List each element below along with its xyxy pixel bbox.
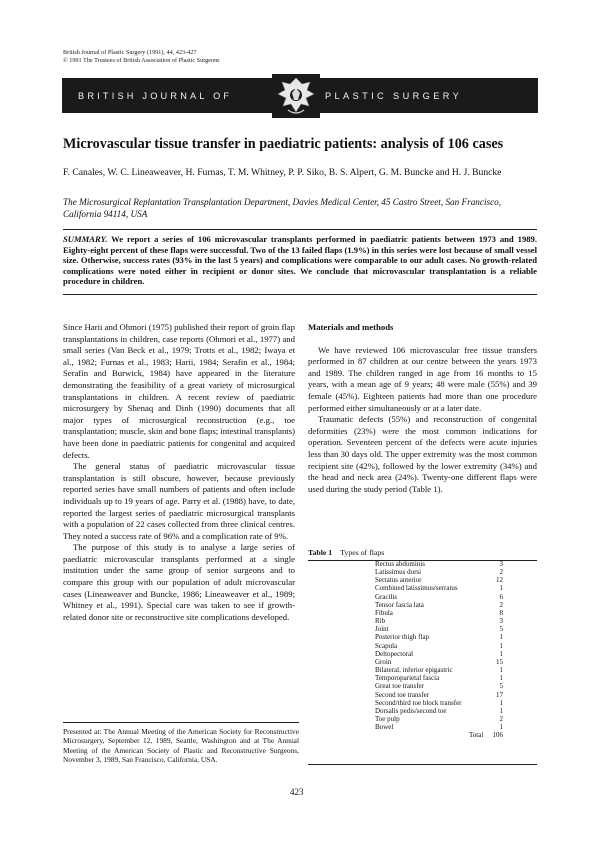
- right-column: [308, 322, 537, 495]
- author-list: F. Canales, W. C. Lineaweaver, H. Furnas, T. M. Whitney, P. P. Siko, B. S. Alpert, G. M. Buncke and H. J. Buncke: [63, 167, 502, 178]
- flap-name: Posterior thigh flap: [375, 633, 430, 642]
- flap-count: 1: [499, 584, 503, 593]
- flap-count: 1: [499, 698, 503, 707]
- flap-name: Combined latissimus/serratus: [375, 584, 458, 593]
- flap-count: 1: [499, 649, 503, 658]
- flap-table: [313, 560, 537, 739]
- table-row: [313, 609, 537, 617]
- flap-name: Rectus abdominis: [375, 560, 425, 568]
- table-row: [313, 617, 537, 625]
- table-row: [313, 593, 537, 601]
- table-row: [313, 723, 537, 731]
- table-row: [313, 674, 537, 682]
- flap-name: Gracilis: [375, 592, 398, 601]
- banner-title-left: BRITISH JOURNAL OF: [78, 91, 233, 101]
- flap-count: 2: [499, 568, 503, 577]
- flap-name: Deltopectoral: [375, 649, 414, 658]
- intro-paragraph-3: The purpose of this study is to analyse a large series of paediatric microvascular transplants performed at a single institution under the same group of senior surgeons and to compare this group with our population of adult microvascular cases (Lineaweaver and Buncke, 1986; Lineaweaver et al., 1989; Whitney et al., 1991). Special care was taken to see if growth-related donor site or reconstructive site complications developed.: [63, 542, 295, 622]
- flap-count: 2: [499, 600, 503, 609]
- journal-copyright: © 1991 The Trustees of British Association of Plastic Surgeons: [63, 57, 220, 64]
- table-row: [313, 633, 537, 641]
- flap-name: Bilateral, inferior epigastric: [375, 666, 453, 675]
- footnote-rule: [63, 722, 299, 723]
- table-row: [313, 658, 537, 666]
- flap-name: Rib: [375, 617, 386, 626]
- flap-count: 2: [499, 714, 503, 723]
- flap-count: 3: [499, 560, 503, 568]
- flap-count: 12: [496, 576, 503, 585]
- methods-paragraph-2: Traumatic defects (55%) and reconstruction of congenital deformities (23%) were the most common indications for operation. Seventeen percent of the defects were acute injuries less than 30 days old. The upper extremity was the most common recipient site (42%), followed by the lower extremity (34%) and the head and neck area (24%). Twenty-one different flaps were used during the study period (Table 1).: [308, 414, 537, 494]
- intro-paragraph-1: Since Harii and Ohmori (1975) published their report of groin flap transplantations in children, case reports (Ohmori et al., 1977) and small series (Van Beck et al., 1979; Trotts et al., 1982; Iwaya et al., 1982; Furnas et al., 1983; Harii, 1984; Serafin et al., 1984; Serafin and Burwick, 1984) have appeared in the literature demonstrating the feasibility of a great variety of microsurgical transplantations in children. A recent review of paediatric microsurgery by Shenaq and Dinh (1990) documents that all major types of microsurgical reconstruction (e.g., toe transplantation; muscle, skin and bone flaps; intestinal transplants) have been done in paediatric patients for congenital and acquired defects.: [63, 322, 295, 460]
- flap-count: 5: [499, 625, 503, 634]
- flap-name: Groin: [375, 657, 392, 666]
- table-row: [313, 666, 537, 674]
- table-row: [313, 642, 537, 650]
- total-label: Total: [469, 731, 484, 740]
- flap-count: 1: [499, 674, 503, 683]
- flap-count: 1: [499, 641, 503, 650]
- table-row: [313, 560, 537, 568]
- table-row: [313, 625, 537, 633]
- journal-crest-icon: [272, 74, 320, 118]
- left-column: [63, 322, 295, 623]
- table-row: [313, 650, 537, 658]
- flap-count: 17: [496, 690, 503, 699]
- page-number: 423: [290, 787, 304, 797]
- table-title: Types of flaps: [340, 548, 385, 557]
- table-row: [313, 707, 537, 715]
- journal-reference: [63, 49, 220, 65]
- flap-name: Dorsalis pedis/second toe: [375, 706, 447, 715]
- table-caption: [308, 548, 384, 557]
- abstract-bottom-rule: [63, 294, 537, 295]
- flap-name: Temporoparietal fascia: [375, 674, 440, 683]
- table-row: [313, 568, 537, 576]
- table-row: [313, 699, 537, 707]
- table-row: [313, 576, 537, 584]
- table-total-row: [313, 731, 537, 739]
- abstract-text: We report a series of 106 microvascular transplants performed in paediatric patients between 1973 and 1989. Eighty-eight percent of these flaps were successful. Two of the 13 failed flaps (1.9%) in this series were lost because of small vessel size. Otherwise, success rates (93% in the last 5 years) and complications were comparable to our adult cases. No growth-related complications were noted either in recipient or donor sites. We conclude that microvascular transplantation is a reliable procedure in children.: [63, 234, 537, 287]
- author-affiliation: The Microsurgical Replantation Transplantation Department, Davies Medical Center, 45 Castro Street, San Francisco, California 94114, USA: [63, 197, 502, 219]
- abstract-top-rule: [63, 229, 537, 230]
- abstract: [63, 234, 537, 287]
- table-row: [313, 584, 537, 592]
- abstract-label: SUMMARY.: [63, 234, 108, 244]
- flap-name: Bowel: [375, 723, 394, 732]
- footnote: Presented at: The Annual Meeting of the American Society for Reconstructive Microsurgery, September 12, 1989, Seattle, Washington and at The Annual Meeting of the American Society of Plastic and Reconstructive Surgeons, November 3, 1989, San Francisco, California, USA.: [63, 727, 299, 765]
- table-row: [313, 682, 537, 690]
- methods-heading: Materials and methods: [308, 322, 394, 332]
- table-bottom-rule: [308, 764, 537, 765]
- flap-name: Fibula: [375, 608, 393, 617]
- table-row: [313, 691, 537, 699]
- flap-name: Serratus anterior: [375, 576, 422, 585]
- flap-name: Joint: [375, 625, 389, 634]
- flap-count: 8: [499, 608, 503, 617]
- table-label: Table 1: [308, 548, 333, 557]
- table-row: [313, 715, 537, 723]
- flap-name: Second toe transfer: [375, 690, 430, 699]
- flap-count: 6: [499, 592, 503, 601]
- flap-count: 1: [499, 706, 503, 715]
- flap-name: Great toe transfer: [375, 682, 424, 691]
- flap-count: 1: [499, 666, 503, 675]
- flap-name: Tensor fascia lata: [375, 600, 424, 609]
- intro-paragraph-2: The general status of paediatric microvascular tissue transplantation is still obscure, however, because previously reported series have small numbers of patients and often include individuals up to 19 years of age. Parry et al. (1988) have, to date, reported the largest series of paediatric microsurgical transplants with a population of 22 cases collected from three clinical centres. They noted a success rate of 96% and a complication rate of 9%.: [63, 461, 295, 541]
- flap-name: Scapula: [375, 641, 398, 650]
- flap-name: Latissimus dorsi: [375, 568, 422, 577]
- flap-count: 1: [499, 633, 503, 642]
- flap-name: Toe pulp: [375, 714, 400, 723]
- flap-count: 5: [499, 682, 503, 691]
- flap-count: 1: [499, 723, 503, 732]
- article-title: Microvascular tissue transfer in paediatric patients: analysis of 106 cases: [63, 136, 504, 152]
- flap-name: Second/third toe block transfer: [375, 698, 462, 707]
- flap-count: 15: [496, 657, 503, 666]
- banner-title-right: PLASTIC SURGERY: [325, 91, 463, 101]
- total-value: 106: [492, 731, 503, 740]
- journal-citation: British Journal of Plastic Surgery (1991), 44, 423-427: [63, 49, 197, 56]
- methods-paragraph-1: We have reviewed 106 microvascular free tissue transfers performed in 87 children at our centre between the years 1973 and 1989. The children ranged in age from 16 months to 15 years, with a mean age of 9 years; 48 were male (55%) and 39 female (45%). Eighteen patients had more than one procedure performed either simultaneously or at a later date.: [308, 344, 537, 413]
- table-row: [313, 601, 537, 609]
- flap-count: 3: [499, 617, 503, 626]
